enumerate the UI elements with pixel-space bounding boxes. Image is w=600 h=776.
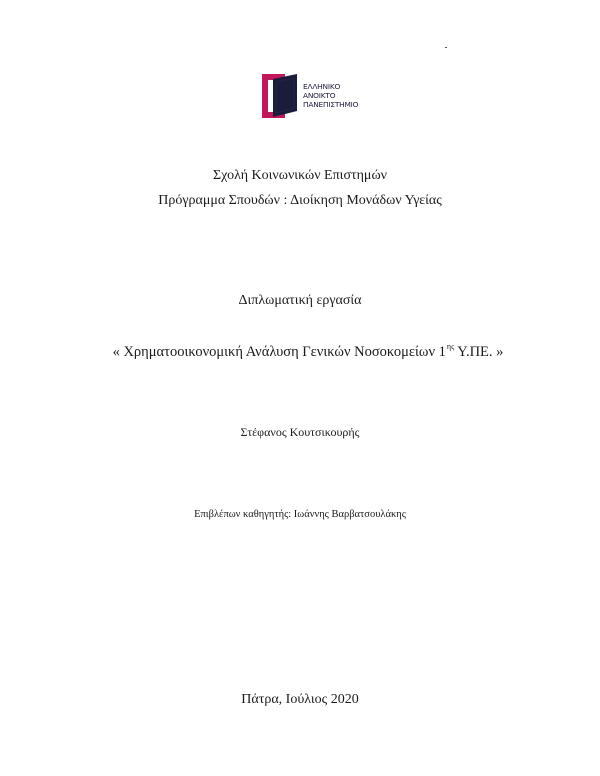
logo-wordmark — [303, 82, 358, 110]
thesis-title-suffix: Υ.ΠΕ. » — [457, 344, 504, 360]
logo-line-3: ΠΑΝΕΠΙΣΤΗΜΙΟ — [303, 100, 359, 110]
author-name: Στέφανος Κουτσικουρής — [240, 425, 360, 439]
document-type: Διπλωματική εργασία — [238, 293, 362, 308]
supervisor: Επιβλέπων καθηγητής: Ιωάννης Βαρβατσουλάκης — [194, 509, 406, 520]
stray-mark — [445, 47, 447, 48]
logo-line-1: ΕΛΛΗΝΙΚΟ — [303, 82, 341, 91]
school-name: Σχολή Κοινωνικών Επιστημών — [213, 168, 387, 183]
program-name: Πρόγραμμα Σπουδών : Διοίκηση Μονάδων Υγείας — [158, 193, 442, 208]
thesis-title-superscript: ης — [446, 342, 455, 351]
thesis-title-main: « Χρηματοοικονομική Ανάλυση Γενικών Νοσοκομείων 1 — [112, 344, 446, 360]
university-logo — [261, 73, 381, 119]
thesis-title — [8, 344, 600, 361]
logo-emblem-icon — [261, 73, 301, 119]
logo-line-2: ΑΝΟΙΚΤΟ — [303, 91, 336, 101]
place-and-date: Πάτρα, Ιούλιος 2020 — [241, 692, 359, 707]
